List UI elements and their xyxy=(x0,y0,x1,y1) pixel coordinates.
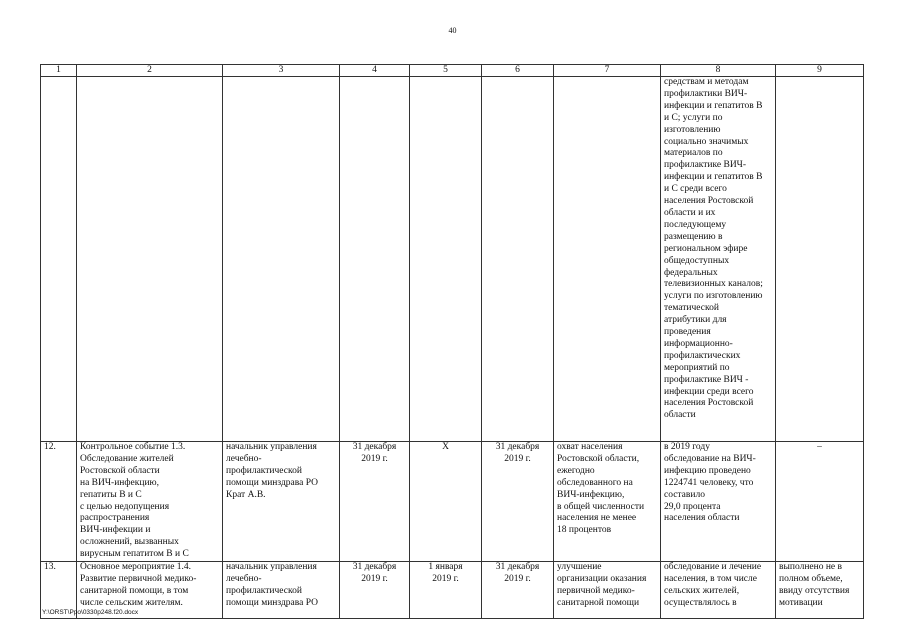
text-line: с целью недопущения xyxy=(80,501,170,512)
text-line: материалов по xyxy=(664,148,723,159)
text-line: в общей численности xyxy=(557,501,645,512)
text-line: инфекции среди всего xyxy=(664,386,754,397)
text-line: размещению в xyxy=(664,231,723,242)
header-cell: 9 xyxy=(776,65,864,77)
responsible-cell xyxy=(223,562,340,619)
text-line: услуги по изготовлению xyxy=(664,291,763,302)
text-line: 18 процентов xyxy=(557,525,612,536)
text-line: области и их xyxy=(664,207,716,218)
header-cell: 2 xyxy=(77,65,223,77)
text-line: первичной медико- xyxy=(557,585,635,596)
text-line: 2019 г. xyxy=(361,453,388,464)
text-line: Развитие первичной медико- xyxy=(80,573,197,584)
text-line: помощи минздрава РО xyxy=(226,597,318,608)
text-line: федеральных xyxy=(664,267,718,278)
text-line: инфекции и гепатитов В xyxy=(664,100,763,111)
row-number: 12. xyxy=(41,442,77,562)
text-line: 2019 г. xyxy=(361,573,388,584)
text-line: 31 декабря xyxy=(352,562,397,573)
header-cell: 4 xyxy=(340,65,410,77)
text-line: ВИЧ-инфекции и xyxy=(80,525,151,536)
table-cell xyxy=(340,77,410,442)
result-cell xyxy=(661,77,776,442)
text-line: атрибутики для xyxy=(664,315,727,326)
header-row xyxy=(41,65,864,77)
report-table xyxy=(40,64,864,619)
text-line: инфекции и гепатитов В xyxy=(664,172,763,183)
text-line: профилактике ВИЧ- xyxy=(664,160,747,171)
text-line: 31 декабря xyxy=(495,562,540,573)
table-cell xyxy=(554,77,661,442)
text-line: профилактической xyxy=(226,465,302,476)
text-line: санитарной помощи xyxy=(557,597,640,608)
header-cell: 6 xyxy=(482,65,554,77)
end-date-cell xyxy=(482,442,554,562)
text-line: населения Ростовской xyxy=(664,196,754,207)
text-line: распространения xyxy=(80,513,150,524)
text-line: обследование на ВИЧ- xyxy=(664,453,756,464)
planned-date-cell xyxy=(340,562,410,619)
table-cell xyxy=(776,77,864,442)
text-line: 29,0 процента xyxy=(664,501,721,512)
text-line: гепатиты В и С xyxy=(80,489,142,500)
text-line: 1 января xyxy=(428,562,463,573)
text-line: Контрольное событие 1.3. xyxy=(80,442,186,452)
text-line: лечебно- xyxy=(226,453,262,464)
text-line: профилактики ВИЧ- xyxy=(664,88,748,99)
text-line: начальник управления xyxy=(226,562,317,573)
notes-cell xyxy=(776,442,864,562)
text-line: Основное мероприятие 1.4. xyxy=(80,562,192,573)
text-line: региональном эфире xyxy=(664,243,748,254)
text-line: 2019 г. xyxy=(504,453,531,464)
text-line: лечебно- xyxy=(226,573,262,584)
text-line: области xyxy=(664,410,696,421)
text-line: – xyxy=(817,442,822,452)
text-line: сельских жителей, xyxy=(664,585,740,596)
text-line: на ВИЧ-инфекцию, xyxy=(80,477,160,488)
header-cell: 7 xyxy=(554,65,661,77)
text-line: помощи минздрава РО xyxy=(226,477,318,488)
text-line: 31 декабря xyxy=(495,442,540,452)
text-line: средствам и методам xyxy=(664,77,749,87)
text-line: ежегодно xyxy=(557,465,595,476)
text-line: начальник управления xyxy=(226,442,317,452)
text-line: выполнено не в xyxy=(779,562,842,573)
text-line: Ростовской области xyxy=(80,465,160,476)
text-line: в 2019 году xyxy=(664,442,710,452)
planned-date-cell xyxy=(340,442,410,562)
text-line: охват населения xyxy=(557,442,623,452)
text-line: профилактике ВИЧ - xyxy=(664,374,749,385)
text-line: проведения xyxy=(664,327,711,338)
notes-cell xyxy=(776,562,864,619)
table-cell xyxy=(41,77,77,442)
text-line: инфекцию проведено xyxy=(664,465,751,476)
row-number: 13. xyxy=(41,562,77,619)
page-number: 40 xyxy=(448,26,457,35)
text-line: полном объеме, xyxy=(779,573,843,584)
text-line: тематической xyxy=(664,303,719,314)
text-line: населения не менее xyxy=(557,513,637,524)
continuation-row xyxy=(41,77,864,442)
table-cell xyxy=(410,77,482,442)
text-line: улучшение xyxy=(557,562,602,573)
text-line: организации оказания xyxy=(557,573,647,584)
text-line: осуществлялось в xyxy=(664,597,737,608)
table-row-12 xyxy=(41,442,864,562)
header-cell: 1 xyxy=(41,65,77,77)
text-line: 2019 г. xyxy=(504,573,531,584)
end-date-cell xyxy=(482,562,554,619)
text-line: последующему xyxy=(664,219,727,230)
start-date-cell xyxy=(410,442,482,562)
text-line: изготовлению xyxy=(664,124,721,135)
text-line: информационно- xyxy=(664,338,733,349)
text-line: числе сельским жителям. xyxy=(80,597,183,608)
text-line: телевизионных каналов; xyxy=(664,279,763,290)
text-line: вирусным гепатитом В и С xyxy=(80,549,189,560)
expected-result-cell xyxy=(554,442,661,562)
file-path-footer: Y:\ORST\Ppo\0330p248.f20.docx xyxy=(42,609,139,616)
header-cell: 5 xyxy=(410,65,482,77)
actual-result-cell xyxy=(661,562,776,619)
text-line: 2019 г. xyxy=(432,573,459,584)
text-line: ВИЧ-инфекцию, xyxy=(557,489,625,500)
text-line: Ростовской области, xyxy=(557,453,640,464)
text-line: мотивации xyxy=(779,597,823,608)
event-name-cell xyxy=(77,442,223,562)
text-line: общедоступных xyxy=(664,255,730,266)
expected-result-cell xyxy=(554,562,661,619)
text-line: населения области xyxy=(664,513,740,524)
start-date-cell xyxy=(410,562,482,619)
text-line: профилактических xyxy=(664,350,741,361)
text-line: и С среди всего xyxy=(664,184,727,195)
text-line: населения Ростовской xyxy=(664,398,754,409)
text-line: социально значимых xyxy=(664,136,749,147)
text-line: санитарной помощи, в том xyxy=(80,585,189,596)
table-cell xyxy=(77,77,223,442)
text-line: осложнений, вызванных xyxy=(80,537,179,548)
actual-result-cell xyxy=(661,442,776,562)
text-line: Обследование жителей xyxy=(80,453,174,464)
table-row-13 xyxy=(41,562,864,619)
text-line: Х xyxy=(442,442,449,452)
text-line: ввиду отсутствия xyxy=(779,585,850,596)
text-line: Крат А.В. xyxy=(226,489,266,500)
table-cell xyxy=(223,77,340,442)
text-line: 31 декабря xyxy=(352,442,397,452)
text-line: составило xyxy=(664,489,705,500)
text-line: населения, в том числе xyxy=(664,573,757,584)
text-line: 1224741 человеку, что xyxy=(664,477,754,488)
header-cell: 8 xyxy=(661,65,776,77)
responsible-cell xyxy=(223,442,340,562)
text-line: и С; услуги по xyxy=(664,112,723,123)
text-line: профилактической xyxy=(226,585,302,596)
table-cell xyxy=(482,77,554,442)
text-line: мероприятий по xyxy=(664,362,730,373)
header-cell: 3 xyxy=(223,65,340,77)
text-line: обследованного на xyxy=(557,477,633,488)
text-line: обследование и лечение xyxy=(664,562,762,573)
